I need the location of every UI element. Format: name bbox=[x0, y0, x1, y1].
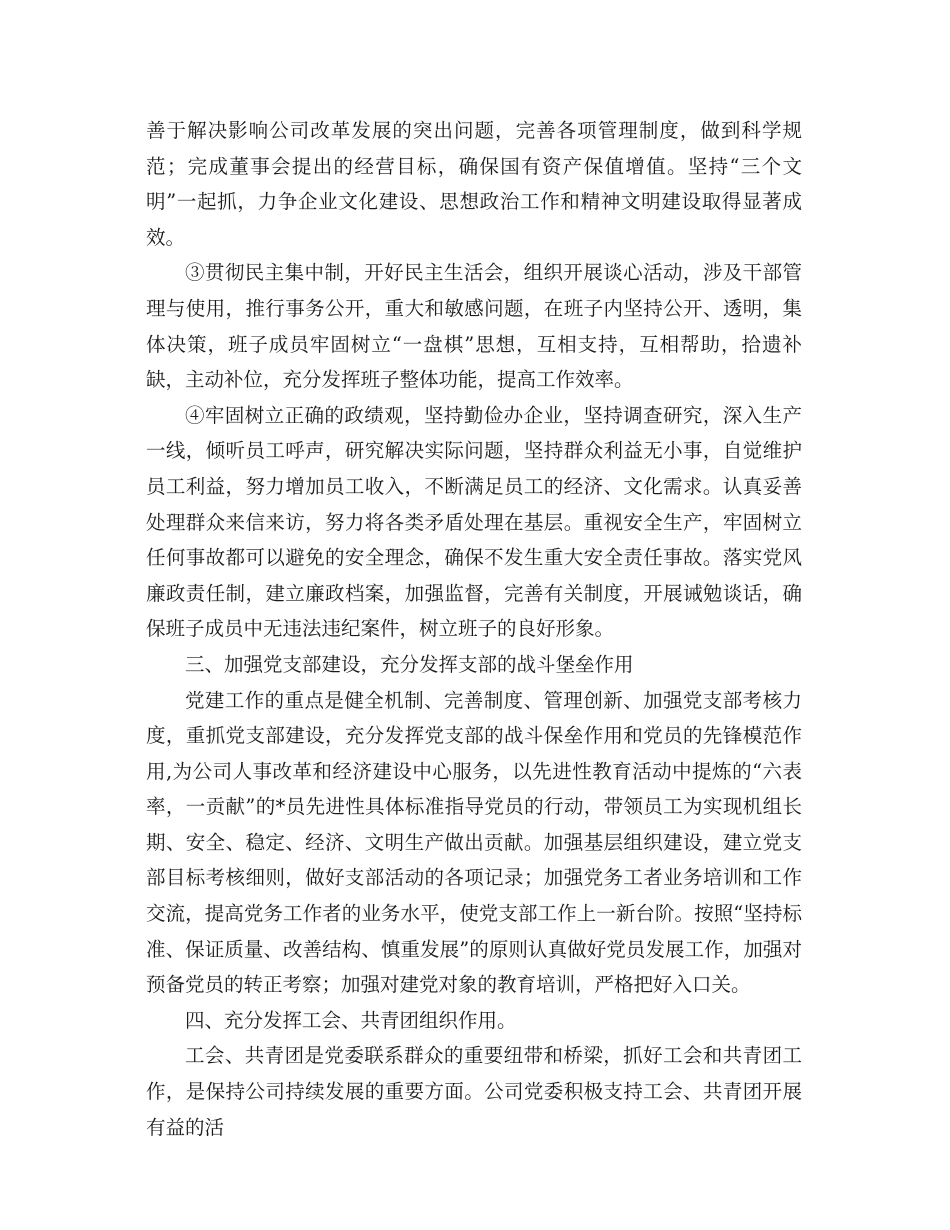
paragraph-union-youth-league: 工会、共青团是党委联系群众的重要纽带和桥梁，抓好工会和共青团工作，是保持公司持续发展的重要方面。公司党委积极支持工会、共青团开展有益的活 bbox=[146, 1044, 802, 1139]
paragraph-democratic-centralism: ③贯彻民主集中制，开好民主生活会，组织开展谈心活动，涉及干部管理与使用，推行事务公开，重大和敏感问题，在班子内坚持公开、透明，集体决策，班子成员牢固树立“一盘棋”思想，互相支持，互相帮助，拾遗补缺，主动补位，充分发挥班子整体功能，提高工作效率。 bbox=[146, 261, 802, 392]
section-heading-union-youth-league: 四、充分发挥工会、共青团组织作用。 bbox=[185, 1008, 517, 1032]
paragraph-party-building: 党建工作的重点是健全机制、完善制度、管理创新、加强党支部考核力度，重抓党支部建设，充分发挥党支部的战斗保垒作用和党员的先锋模范作用,为公司人事改革和经济建设中心服务，以先进性教育活动中提炼的“六表率，一贡献”的*员先进性具体标准指导党员的行动，带领员工为实现机组长期、安全、稳定、经济、文明生产做出贡献。加强基层组织建设，建立党支部目标考核细则，做好支部活动的各项记录；加强党务工者业务培训和工作交流，提高党务工作者的业务水平，使党支部工作上一新台阶。按照“坚持标准、保证质量、改善结构、慎重发展”的原则认真做好党员发展工作，加强对预备党员的转正考察；加强对建党对象的教育培训，严格把好入口关。 bbox=[146, 688, 802, 997]
document-body bbox=[146, 113, 802, 1145]
section-heading-party-branch: 三、加强党支部建设，充分发挥支部的战斗堡垒作用 bbox=[185, 652, 634, 676]
paragraph-performance-view: ④牢固树立正确的政绩观，坚持勤俭办企业，坚持调查研究，深入生产一线，倾听员工呼声，研究解决实际问题，坚持群众利益无小事，自觉维护员工利益，努力增加员工收入，不断满足员工的经济、文化需求。认真妥善处理群众来信来访，努力将各类矛盾处理在基层。重视安全生产，牢固树立任何事故都可以避免的安全理念，确保不发生重大安全责任事故。落实党风廉政责任制，建立廉政档案，加强监督，完善有关制度，开展诫勉谈话，确保班子成员中无违法违纪案件，树立班子的良好形象。 bbox=[146, 403, 802, 641]
paragraph-continuation: 善于解决影响公司改革发展的突出问题，完善各项管理制度，做到科学规范；完成董事会提出的经营目标，确保国有资产保值增值。坚持“三个文明”一起抓，力争企业文化建设、思想政治工作和精神文明建设取得显著成效。 bbox=[146, 119, 802, 249]
